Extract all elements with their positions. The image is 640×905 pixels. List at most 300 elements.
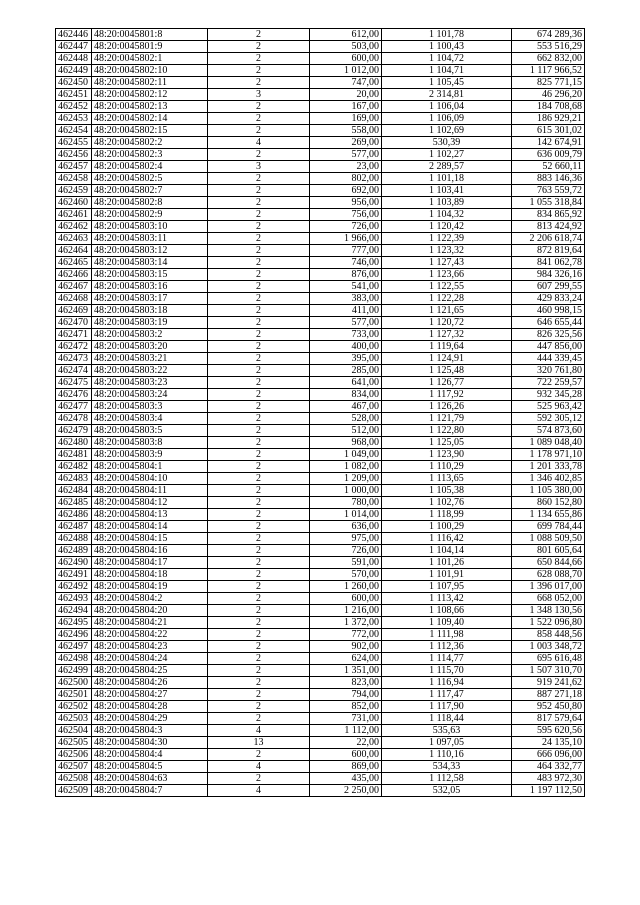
row-number-cell: 462495 xyxy=(56,617,92,629)
area-cell: 383,00 xyxy=(310,293,382,305)
cadastral-number-cell: 48:20:0045802:9 xyxy=(92,209,208,221)
cadastral-value-cell: 813 424,92 xyxy=(512,221,585,233)
group-code-cell: 2 xyxy=(208,233,310,245)
cadastral-number-cell: 48:20:0045803:21 xyxy=(92,353,208,365)
group-code-cell: 2 xyxy=(208,605,310,617)
cadastral-number-cell: 48:20:0045804:2 xyxy=(92,593,208,605)
table-row xyxy=(56,305,585,317)
table-row xyxy=(56,461,585,473)
cadastral-number-cell: 48:20:0045804:14 xyxy=(92,521,208,533)
cadastral-value-cell: 1 088 509,50 xyxy=(512,533,585,545)
cadastral-number-cell: 48:20:0045804:17 xyxy=(92,557,208,569)
group-code-cell: 2 xyxy=(208,425,310,437)
area-cell: 1 000,00 xyxy=(310,485,382,497)
cadastral-number-cell: 48:20:0045804:23 xyxy=(92,641,208,653)
area-cell: 577,00 xyxy=(310,149,382,161)
cadastral-number-cell: 48:20:0045803:18 xyxy=(92,305,208,317)
cadastral-number-cell: 48:20:0045804:3 xyxy=(92,725,208,737)
group-code-cell: 2 xyxy=(208,149,310,161)
group-code-cell: 2 xyxy=(208,377,310,389)
cadastral-number-cell: 48:20:0045802:10 xyxy=(92,65,208,77)
cadastral-number-cell: 48:20:0045803:8 xyxy=(92,437,208,449)
group-code-cell: 2 xyxy=(208,125,310,137)
row-number-cell: 462506 xyxy=(56,749,92,761)
table-row xyxy=(56,77,585,89)
area-cell: 902,00 xyxy=(310,641,382,653)
unit-value-cell: 1 112,58 xyxy=(382,773,512,785)
cadastral-value-cell: 858 448,56 xyxy=(512,629,585,641)
area-cell: 1 966,00 xyxy=(310,233,382,245)
table-row xyxy=(56,713,585,725)
area-cell: 1 260,00 xyxy=(310,581,382,593)
row-number-cell: 462471 xyxy=(56,329,92,341)
group-code-cell: 2 xyxy=(208,221,310,233)
area-cell: 528,00 xyxy=(310,413,382,425)
row-number-cell: 462468 xyxy=(56,293,92,305)
cadastral-value-cell: 444 339,45 xyxy=(512,353,585,365)
row-number-cell: 462492 xyxy=(56,581,92,593)
area-cell: 22,00 xyxy=(310,737,382,749)
unit-value-cell: 1 113,42 xyxy=(382,593,512,605)
cadastral-value-cell: 826 325,56 xyxy=(512,329,585,341)
table-row xyxy=(56,329,585,341)
row-number-cell: 462503 xyxy=(56,713,92,725)
group-code-cell: 2 xyxy=(208,29,310,41)
table-row xyxy=(56,557,585,569)
cadastral-value-cell: 646 655,44 xyxy=(512,317,585,329)
unit-value-cell: 1 115,70 xyxy=(382,665,512,677)
row-number-cell: 462496 xyxy=(56,629,92,641)
cadastral-number-cell: 48:20:0045804:22 xyxy=(92,629,208,641)
cadastral-value-cell: 184 708,68 xyxy=(512,101,585,113)
group-code-cell: 2 xyxy=(208,317,310,329)
group-code-cell: 2 xyxy=(208,509,310,521)
table-row xyxy=(56,185,585,197)
cadastral-value-cell: 1 105 380,00 xyxy=(512,485,585,497)
cadastral-value-cell: 834 865,92 xyxy=(512,209,585,221)
row-number-cell: 462460 xyxy=(56,197,92,209)
cadastral-value-cell: 186 929,21 xyxy=(512,113,585,125)
row-number-cell: 462451 xyxy=(56,89,92,101)
row-number-cell: 462453 xyxy=(56,113,92,125)
table-row xyxy=(56,365,585,377)
area-cell: 731,00 xyxy=(310,713,382,725)
area-cell: 834,00 xyxy=(310,389,382,401)
area-cell: 956,00 xyxy=(310,197,382,209)
row-number-cell: 462508 xyxy=(56,773,92,785)
table-row xyxy=(56,509,585,521)
area-cell: 636,00 xyxy=(310,521,382,533)
unit-value-cell: 1 103,89 xyxy=(382,197,512,209)
table-row xyxy=(56,737,585,749)
area-cell: 600,00 xyxy=(310,749,382,761)
cadastral-value-cell: 142 674,91 xyxy=(512,137,585,149)
unit-value-cell: 1 123,90 xyxy=(382,449,512,461)
table-row xyxy=(56,137,585,149)
group-code-cell: 3 xyxy=(208,161,310,173)
group-code-cell: 2 xyxy=(208,101,310,113)
table-row xyxy=(56,641,585,653)
row-number-cell: 462475 xyxy=(56,377,92,389)
cadastral-value-cell: 574 873,60 xyxy=(512,425,585,437)
row-number-cell: 462452 xyxy=(56,101,92,113)
cadastral-value-cell: 1 178 971,10 xyxy=(512,449,585,461)
cadastral-value-cell: 595 620,56 xyxy=(512,725,585,737)
table-body xyxy=(56,29,585,797)
cadastral-number-cell: 48:20:0045801:8 xyxy=(92,29,208,41)
row-number-cell: 462507 xyxy=(56,761,92,773)
cadastral-number-cell: 48:20:0045802:12 xyxy=(92,89,208,101)
cadastral-number-cell: 48:20:0045802:15 xyxy=(92,125,208,137)
area-cell: 733,00 xyxy=(310,329,382,341)
cadastral-value-cell: 429 833,24 xyxy=(512,293,585,305)
table-row xyxy=(56,701,585,713)
unit-value-cell: 1 104,32 xyxy=(382,209,512,221)
area-cell: 692,00 xyxy=(310,185,382,197)
table-row xyxy=(56,221,585,233)
area-cell: 780,00 xyxy=(310,497,382,509)
cadastral-number-cell: 48:20:0045804:1 xyxy=(92,461,208,473)
unit-value-cell: 1 105,38 xyxy=(382,485,512,497)
cadastral-value-cell: 1 055 318,84 xyxy=(512,197,585,209)
cadastral-value-cell: 1 201 333,78 xyxy=(512,461,585,473)
table-row xyxy=(56,233,585,245)
row-number-cell: 462488 xyxy=(56,533,92,545)
cadastral-number-cell: 48:20:0045803:24 xyxy=(92,389,208,401)
cadastral-number-cell: 48:20:0045804:27 xyxy=(92,689,208,701)
unit-value-cell: 1 114,77 xyxy=(382,653,512,665)
table-row xyxy=(56,665,585,677)
cadastral-number-cell: 48:20:0045802:4 xyxy=(92,161,208,173)
area-cell: 802,00 xyxy=(310,173,382,185)
unit-value-cell: 1 123,66 xyxy=(382,269,512,281)
row-number-cell: 462484 xyxy=(56,485,92,497)
row-number-cell: 462472 xyxy=(56,341,92,353)
cadastral-value-cell: 24 135,10 xyxy=(512,737,585,749)
cadastral-value-cell: 825 771,15 xyxy=(512,77,585,89)
area-cell: 169,00 xyxy=(310,113,382,125)
cadastral-value-cell: 592 305,12 xyxy=(512,413,585,425)
unit-value-cell: 2 314,81 xyxy=(382,89,512,101)
cadastral-value-cell: 763 559,72 xyxy=(512,185,585,197)
area-cell: 570,00 xyxy=(310,569,382,581)
unit-value-cell: 1 121,79 xyxy=(382,413,512,425)
cadastral-number-cell: 48:20:0045802:13 xyxy=(92,101,208,113)
group-code-cell: 2 xyxy=(208,245,310,257)
table-row xyxy=(56,485,585,497)
area-cell: 435,00 xyxy=(310,773,382,785)
cadastral-value-cell: 662 832,00 xyxy=(512,53,585,65)
row-number-cell: 462481 xyxy=(56,449,92,461)
row-number-cell: 462482 xyxy=(56,461,92,473)
cadastral-value-cell: 46 296,20 xyxy=(512,89,585,101)
group-code-cell: 2 xyxy=(208,53,310,65)
group-code-cell: 2 xyxy=(208,653,310,665)
unit-value-cell: 1 102,27 xyxy=(382,149,512,161)
row-number-cell: 462449 xyxy=(56,65,92,77)
group-code-cell: 2 xyxy=(208,389,310,401)
cadastral-value-cell: 1 089 048,40 xyxy=(512,437,585,449)
group-code-cell: 2 xyxy=(208,677,310,689)
row-number-cell: 462466 xyxy=(56,269,92,281)
row-number-cell: 462465 xyxy=(56,257,92,269)
area-cell: 968,00 xyxy=(310,437,382,449)
table-row xyxy=(56,449,585,461)
row-number-cell: 462461 xyxy=(56,209,92,221)
unit-value-cell: 1 125,05 xyxy=(382,437,512,449)
group-code-cell: 2 xyxy=(208,365,310,377)
table-row xyxy=(56,725,585,737)
table-row xyxy=(56,65,585,77)
unit-value-cell: 1 104,71 xyxy=(382,65,512,77)
table-row xyxy=(56,41,585,53)
area-cell: 1 012,00 xyxy=(310,65,382,77)
row-number-cell: 462467 xyxy=(56,281,92,293)
unit-value-cell: 1 120,42 xyxy=(382,221,512,233)
table-row xyxy=(56,161,585,173)
cadastral-number-cell: 48:20:0045802:8 xyxy=(92,197,208,209)
cadastral-number-cell: 48:20:0045804:11 xyxy=(92,485,208,497)
cadastral-number-cell: 48:20:0045803:4 xyxy=(92,413,208,425)
unit-value-cell: 1 106,09 xyxy=(382,113,512,125)
table-row xyxy=(56,473,585,485)
group-code-cell: 2 xyxy=(208,113,310,125)
cadastral-number-cell: 48:20:0045804:25 xyxy=(92,665,208,677)
cadastral-value-cell: 841 062,78 xyxy=(512,257,585,269)
cadastral-number-cell: 48:20:0045804:7 xyxy=(92,785,208,797)
row-number-cell: 462497 xyxy=(56,641,92,653)
cadastral-number-cell: 48:20:0045803:16 xyxy=(92,281,208,293)
area-cell: 600,00 xyxy=(310,593,382,605)
area-cell: 1 209,00 xyxy=(310,473,382,485)
group-code-cell: 2 xyxy=(208,305,310,317)
unit-value-cell: 1 112,36 xyxy=(382,641,512,653)
area-cell: 503,00 xyxy=(310,41,382,53)
table-row xyxy=(56,101,585,113)
cadastral-value-cell: 1 396 017,00 xyxy=(512,581,585,593)
cadastral-value-cell: 952 450,80 xyxy=(512,701,585,713)
cadastral-value-cell: 464 332,77 xyxy=(512,761,585,773)
area-cell: 2 250,00 xyxy=(310,785,382,797)
row-number-cell: 462457 xyxy=(56,161,92,173)
area-cell: 467,00 xyxy=(310,401,382,413)
unit-value-cell: 1 106,04 xyxy=(382,101,512,113)
table-row xyxy=(56,29,585,41)
unit-value-cell: 1 117,47 xyxy=(382,689,512,701)
group-code-cell: 2 xyxy=(208,641,310,653)
group-code-cell: 2 xyxy=(208,65,310,77)
unit-value-cell: 1 102,76 xyxy=(382,497,512,509)
cadastral-number-cell: 48:20:0045801:9 xyxy=(92,41,208,53)
unit-value-cell: 1 109,40 xyxy=(382,617,512,629)
row-number-cell: 462455 xyxy=(56,137,92,149)
row-number-cell: 462450 xyxy=(56,77,92,89)
cadastral-value-cell: 460 998,15 xyxy=(512,305,585,317)
cadastral-number-cell: 48:20:0045803:20 xyxy=(92,341,208,353)
cadastral-value-cell: 447 856,00 xyxy=(512,341,585,353)
cadastral-value-cell: 1 003 348,72 xyxy=(512,641,585,653)
group-code-cell: 2 xyxy=(208,521,310,533)
area-cell: 1 082,00 xyxy=(310,461,382,473)
area-cell: 285,00 xyxy=(310,365,382,377)
cadastral-value-cell: 615 301,02 xyxy=(512,125,585,137)
cadastral-number-cell: 48:20:0045802:14 xyxy=(92,113,208,125)
cadastral-number-cell: 48:20:0045804:10 xyxy=(92,473,208,485)
unit-value-cell: 1 117,92 xyxy=(382,389,512,401)
cadastral-value-cell: 817 579,64 xyxy=(512,713,585,725)
table-row xyxy=(56,113,585,125)
group-code-cell: 13 xyxy=(208,737,310,749)
table-row xyxy=(56,569,585,581)
area-cell: 20,00 xyxy=(310,89,382,101)
unit-value-cell: 1 126,77 xyxy=(382,377,512,389)
table-row xyxy=(56,581,585,593)
row-number-cell: 462469 xyxy=(56,305,92,317)
cadastral-value-cell: 1 346 402,85 xyxy=(512,473,585,485)
table-row xyxy=(56,689,585,701)
unit-value-cell: 1 118,44 xyxy=(382,713,512,725)
group-code-cell: 2 xyxy=(208,629,310,641)
row-number-cell: 462486 xyxy=(56,509,92,521)
cadastral-number-cell: 48:20:0045803:19 xyxy=(92,317,208,329)
area-cell: 269,00 xyxy=(310,137,382,149)
unit-value-cell: 1 123,32 xyxy=(382,245,512,257)
cadastral-number-cell: 48:20:0045803:11 xyxy=(92,233,208,245)
group-code-cell: 2 xyxy=(208,209,310,221)
row-number-cell: 462454 xyxy=(56,125,92,137)
group-code-cell: 2 xyxy=(208,185,310,197)
cadastral-value-cell: 668 052,00 xyxy=(512,593,585,605)
unit-value-cell: 1 120,72 xyxy=(382,317,512,329)
row-number-cell: 462447 xyxy=(56,41,92,53)
cadastral-value-cell: 919 241,62 xyxy=(512,677,585,689)
table-row xyxy=(56,53,585,65)
row-number-cell: 462487 xyxy=(56,521,92,533)
area-cell: 612,00 xyxy=(310,29,382,41)
cadastral-number-cell: 48:20:0045803:17 xyxy=(92,293,208,305)
area-cell: 400,00 xyxy=(310,341,382,353)
cadastral-number-cell: 48:20:0045804:63 xyxy=(92,773,208,785)
cadastral-value-cell: 1 348 130,56 xyxy=(512,605,585,617)
table-row xyxy=(56,593,585,605)
unit-value-cell: 1 127,43 xyxy=(382,257,512,269)
group-code-cell: 2 xyxy=(208,773,310,785)
cadastral-number-cell: 48:20:0045804:30 xyxy=(92,737,208,749)
area-cell: 1 049,00 xyxy=(310,449,382,461)
area-cell: 823,00 xyxy=(310,677,382,689)
group-code-cell: 2 xyxy=(208,701,310,713)
cadastral-number-cell: 48:20:0045803:22 xyxy=(92,365,208,377)
cadastral-number-cell: 48:20:0045802:2 xyxy=(92,137,208,149)
area-cell: 1 014,00 xyxy=(310,509,382,521)
group-code-cell: 2 xyxy=(208,341,310,353)
cadastral-number-cell: 48:20:0045804:26 xyxy=(92,677,208,689)
area-cell: 726,00 xyxy=(310,545,382,557)
area-cell: 726,00 xyxy=(310,221,382,233)
row-number-cell: 462479 xyxy=(56,425,92,437)
cadastral-number-cell: 48:20:0045804:5 xyxy=(92,761,208,773)
group-code-cell: 2 xyxy=(208,197,310,209)
row-number-cell: 462456 xyxy=(56,149,92,161)
unit-value-cell: 1 097,05 xyxy=(382,737,512,749)
cadastral-value-cell: 1 522 096,80 xyxy=(512,617,585,629)
row-number-cell: 462493 xyxy=(56,593,92,605)
area-cell: 395,00 xyxy=(310,353,382,365)
area-cell: 624,00 xyxy=(310,653,382,665)
table-row xyxy=(56,761,585,773)
table-row xyxy=(56,533,585,545)
unit-value-cell: 1 103,41 xyxy=(382,185,512,197)
area-cell: 641,00 xyxy=(310,377,382,389)
cadastral-value-cell: 483 972,30 xyxy=(512,773,585,785)
row-number-cell: 462509 xyxy=(56,785,92,797)
cadastral-number-cell: 48:20:0045804:13 xyxy=(92,509,208,521)
group-code-cell: 2 xyxy=(208,473,310,485)
unit-value-cell: 535,63 xyxy=(382,725,512,737)
cadastral-value-cell: 636 009,79 xyxy=(512,149,585,161)
table-row xyxy=(56,773,585,785)
table-row xyxy=(56,245,585,257)
unit-value-cell: 1 113,65 xyxy=(382,473,512,485)
group-code-cell: 2 xyxy=(208,353,310,365)
row-number-cell: 462459 xyxy=(56,185,92,197)
unit-value-cell: 1 116,42 xyxy=(382,533,512,545)
unit-value-cell: 1 119,64 xyxy=(382,341,512,353)
cadastral-number-cell: 48:20:0045804:28 xyxy=(92,701,208,713)
row-number-cell: 462473 xyxy=(56,353,92,365)
row-number-cell: 462462 xyxy=(56,221,92,233)
table-row xyxy=(56,401,585,413)
group-code-cell: 2 xyxy=(208,593,310,605)
row-number-cell: 462474 xyxy=(56,365,92,377)
table-row xyxy=(56,425,585,437)
cadastral-number-cell: 48:20:0045803:15 xyxy=(92,269,208,281)
table-row xyxy=(56,317,585,329)
area-cell: 1 351,00 xyxy=(310,665,382,677)
cadastral-number-cell: 48:20:0045803:14 xyxy=(92,257,208,269)
group-code-cell: 4 xyxy=(208,761,310,773)
table-row xyxy=(56,281,585,293)
cadastral-number-cell: 48:20:0045804:29 xyxy=(92,713,208,725)
area-cell: 558,00 xyxy=(310,125,382,137)
row-number-cell: 462485 xyxy=(56,497,92,509)
group-code-cell: 2 xyxy=(208,545,310,557)
table-row xyxy=(56,125,585,137)
table-row xyxy=(56,545,585,557)
table-row xyxy=(56,629,585,641)
cadastral-number-cell: 48:20:0045802:11 xyxy=(92,77,208,89)
group-code-cell: 2 xyxy=(208,281,310,293)
table-row xyxy=(56,677,585,689)
table-row xyxy=(56,89,585,101)
cadastral-value-cell: 607 299,55 xyxy=(512,281,585,293)
unit-value-cell: 534,33 xyxy=(382,761,512,773)
cadastral-value-cell: 801 605,64 xyxy=(512,545,585,557)
cadastral-value-cell: 628 088,70 xyxy=(512,569,585,581)
row-number-cell: 462501 xyxy=(56,689,92,701)
row-number-cell: 462502 xyxy=(56,701,92,713)
unit-value-cell: 1 124,91 xyxy=(382,353,512,365)
cadastral-value-cell: 722 259,57 xyxy=(512,377,585,389)
row-number-cell: 462489 xyxy=(56,545,92,557)
area-cell: 600,00 xyxy=(310,53,382,65)
row-number-cell: 462500 xyxy=(56,677,92,689)
cadastral-value-cell: 1 117 966,52 xyxy=(512,65,585,77)
unit-value-cell: 1 101,78 xyxy=(382,29,512,41)
area-cell: 794,00 xyxy=(310,689,382,701)
row-number-cell: 462494 xyxy=(56,605,92,617)
cadastral-number-cell: 48:20:0045804:19 xyxy=(92,581,208,593)
